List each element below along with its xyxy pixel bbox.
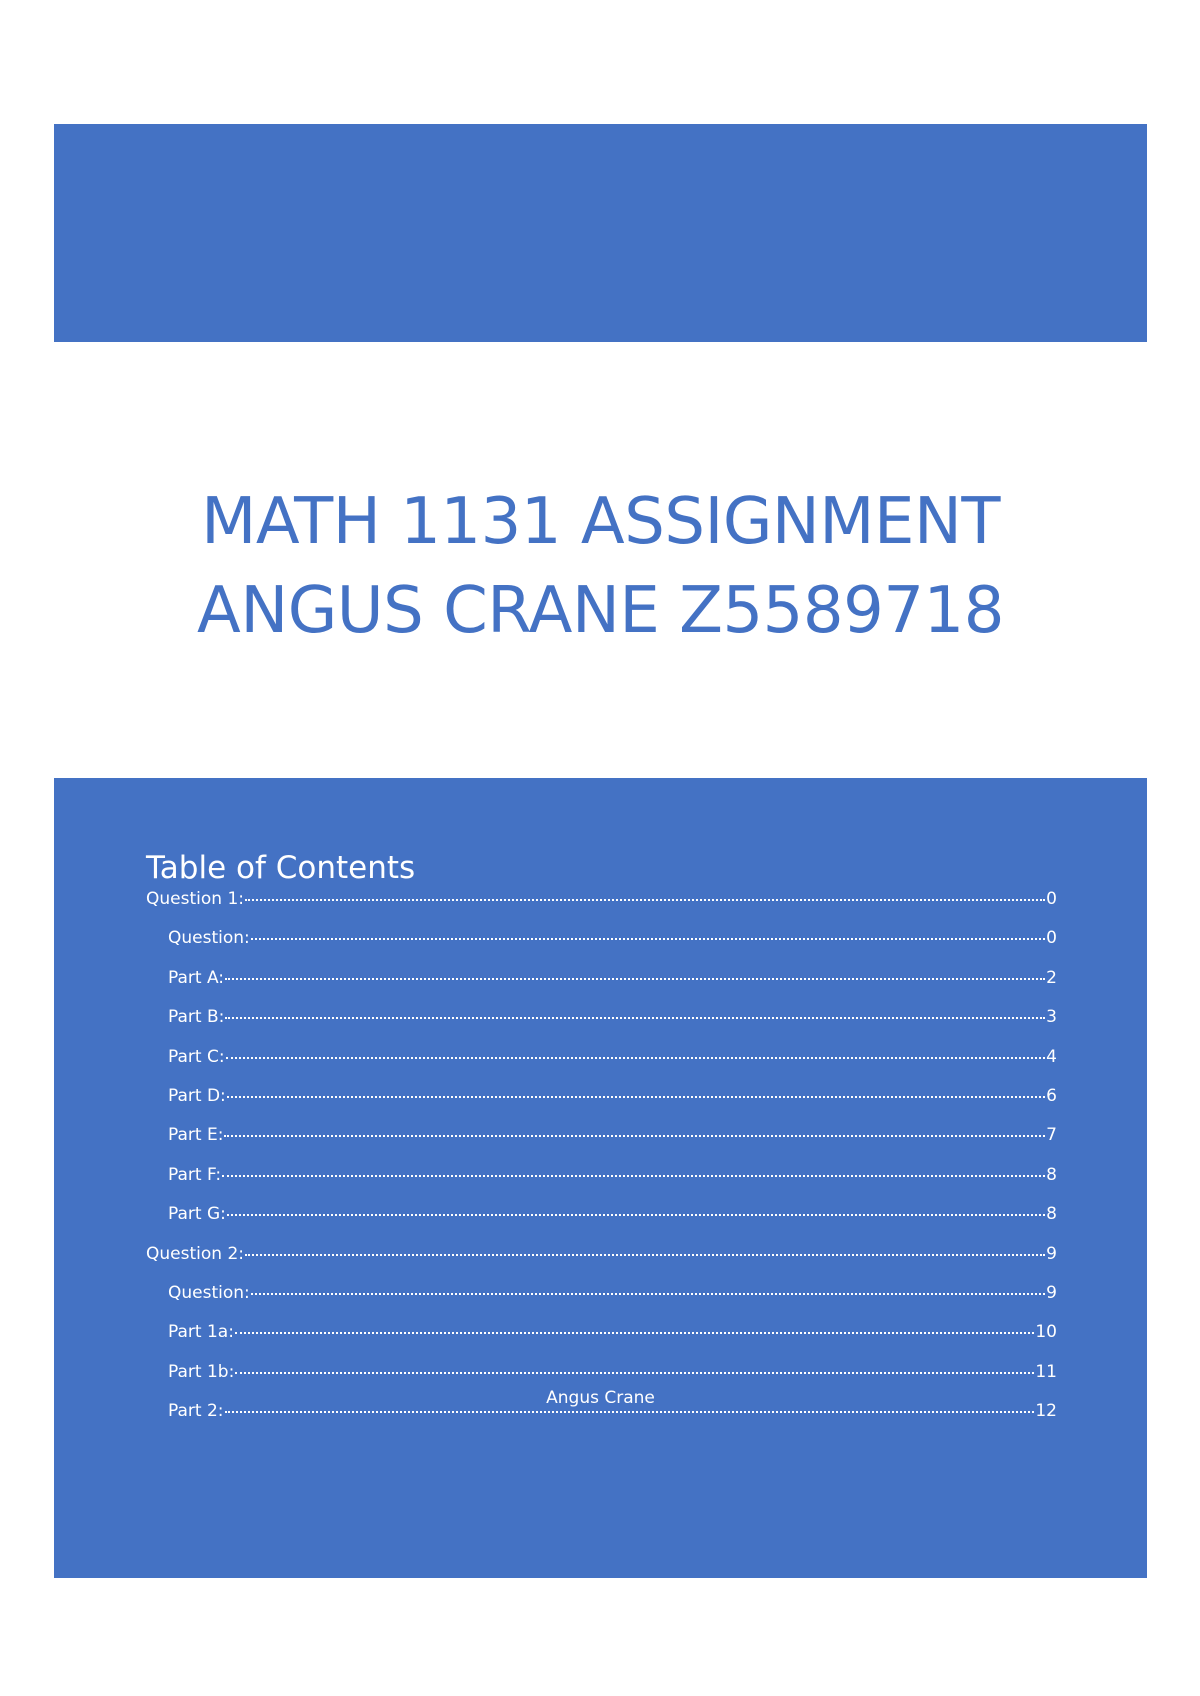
toc-entry-label: Part E: (168, 1125, 224, 1146)
toc-entry-page-number: 8 (1046, 1164, 1057, 1185)
toc-entry-page-number: 8 (1046, 1204, 1057, 1225)
toc-entry[interactable] (146, 1283, 1057, 1322)
toc-entry-page-number: 0 (1046, 889, 1057, 909)
table-of-contents-panel (54, 778, 1147, 1578)
toc-dot-leader (225, 977, 1045, 980)
toc-dot-leader (251, 937, 1045, 940)
toc-entry[interactable] (146, 928, 1057, 967)
toc-entry-label: Question: (168, 1282, 250, 1303)
toc-entry-page-number: 12 (1035, 1401, 1057, 1422)
toc-entry-page-number: 9 (1046, 1282, 1057, 1303)
toc-entry-label: Question: (168, 928, 250, 949)
toc-list (146, 889, 1057, 1440)
toc-entry-label: Part A: (168, 967, 225, 988)
toc-entry-page-number: 9 (1046, 1243, 1057, 1264)
toc-entry-page-number: 10 (1035, 1322, 1057, 1343)
title-line-author: ANGUS CRANE Z5589718 (197, 574, 1004, 648)
toc-entry[interactable] (146, 1244, 1057, 1283)
toc-entry-label: Question 1: (146, 889, 244, 909)
footer-author-name: Angus Crane (546, 1388, 655, 1408)
toc-dot-leader (245, 898, 1045, 901)
toc-entry[interactable] (146, 1204, 1057, 1243)
toc-entry-label: Part 1b: (168, 1361, 235, 1382)
toc-dot-leader (227, 1095, 1045, 1098)
toc-dot-leader (245, 1253, 1045, 1256)
toc-entry[interactable] (146, 1007, 1057, 1046)
toc-entry-page-number: 2 (1046, 967, 1057, 988)
toc-entry-label: Part D: (168, 1085, 226, 1106)
document-title (54, 478, 1147, 656)
toc-entry[interactable] (146, 1322, 1057, 1361)
toc-entry-page-number: 6 (1046, 1085, 1057, 1106)
toc-entry[interactable] (146, 1086, 1057, 1125)
toc-entry-page-number: 0 (1046, 928, 1057, 949)
toc-entry-page-number: 11 (1035, 1361, 1057, 1382)
toc-heading: Table of Contents (146, 850, 416, 886)
toc-dot-leader (225, 1016, 1045, 1019)
toc-entry-label: Part G: (168, 1204, 226, 1225)
toc-entry-label: Part 1a: (168, 1322, 234, 1343)
toc-dot-leader (224, 1134, 1045, 1137)
toc-entry[interactable] (146, 1165, 1057, 1204)
top-decorative-band (54, 124, 1147, 342)
toc-entry-label: Part 2: (168, 1401, 224, 1422)
toc-entry-page-number: 7 (1046, 1125, 1057, 1146)
toc-dot-leader (235, 1371, 1034, 1374)
toc-entry[interactable] (146, 1125, 1057, 1164)
toc-entry-page-number: 3 (1046, 1007, 1057, 1028)
toc-dot-leader (226, 1056, 1046, 1059)
toc-entry-page-number: 4 (1046, 1046, 1057, 1067)
toc-dot-leader (225, 1410, 1035, 1413)
toc-entry-label: Part F: (168, 1164, 222, 1185)
toc-dot-leader (235, 1331, 1034, 1334)
toc-entry[interactable] (146, 1047, 1057, 1086)
toc-entry-label: Question 2: (146, 1243, 244, 1264)
toc-dot-leader (222, 1174, 1045, 1177)
toc-entry[interactable] (146, 889, 1057, 928)
title-line-course: MATH 1131 ASSIGNMENT (201, 485, 1000, 559)
toc-entry-label: Part C: (168, 1046, 225, 1067)
toc-entry-label: Part B: (168, 1007, 225, 1028)
toc-dot-leader (251, 1292, 1045, 1295)
toc-entry[interactable] (146, 968, 1057, 1007)
toc-dot-leader (227, 1213, 1045, 1216)
